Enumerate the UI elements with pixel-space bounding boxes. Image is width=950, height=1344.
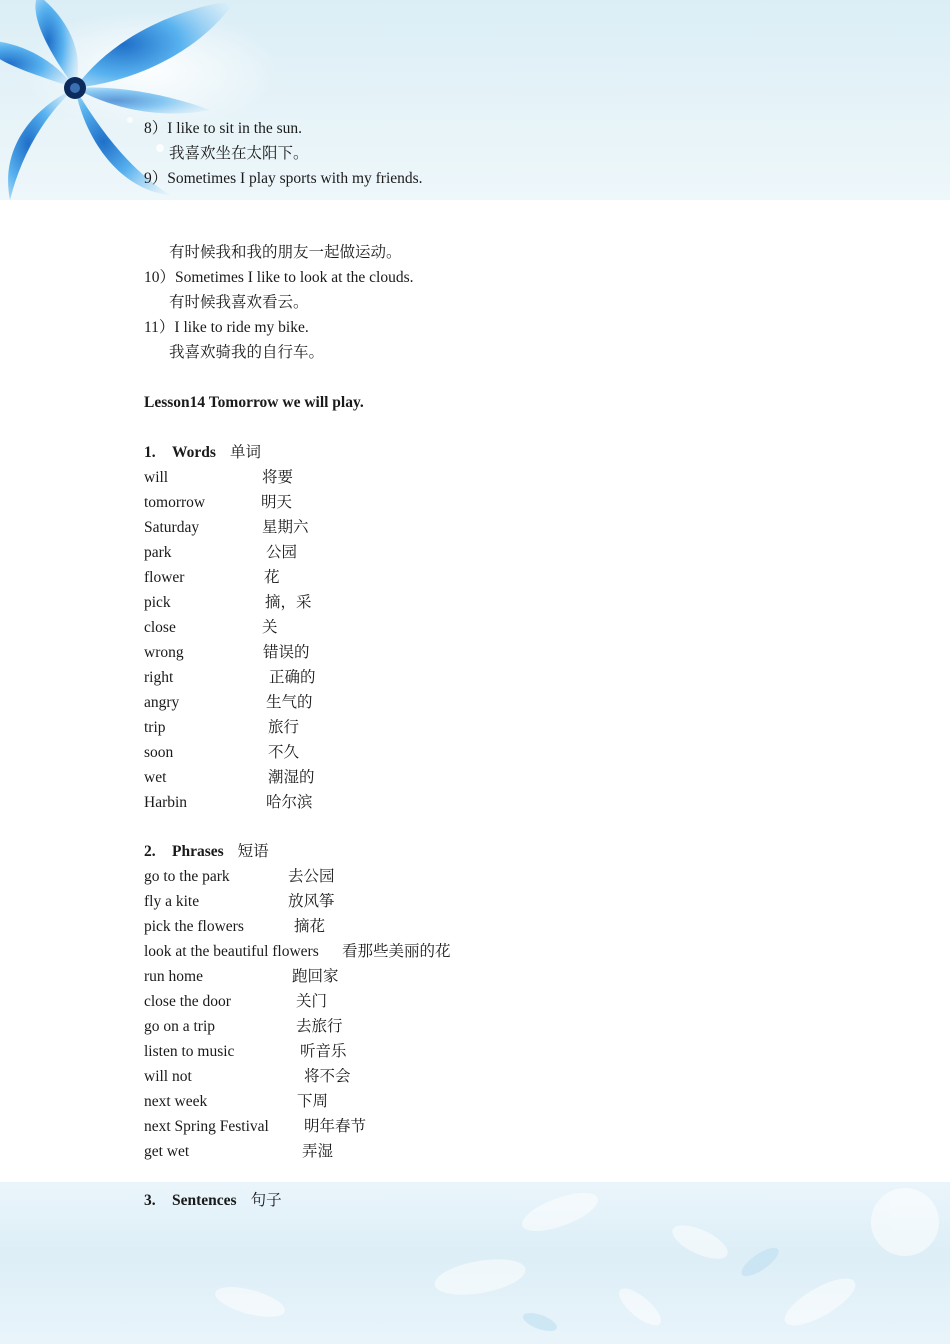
word-cn: 不久 — [268, 744, 300, 761]
word-cn: 关 — [262, 619, 278, 636]
phrase-en: close the door — [144, 993, 231, 1010]
lesson-title: Lesson14 Tomorrow we will play. — [144, 394, 364, 411]
word-en: pick — [144, 594, 171, 611]
section-phrases-heading — [144, 842, 269, 862]
word-cn: 正确的 — [269, 669, 316, 686]
word-en: close — [144, 619, 176, 636]
phrase-cn: 看那些美丽的花 — [342, 943, 451, 960]
section-number: 2. — [144, 843, 156, 860]
section-title-cn: 短语 — [237, 843, 269, 860]
list-item — [144, 743, 300, 763]
list-item — [144, 593, 312, 613]
header-background — [0, 0, 950, 200]
phrase-en: run home — [144, 968, 203, 985]
list-item — [144, 1142, 334, 1162]
section-title-cn: 句子 — [250, 1192, 282, 1209]
sentence-10-cn: 有时候我喜欢看云。 — [169, 294, 309, 311]
list-item — [144, 468, 294, 488]
word-cn: 将要 — [262, 469, 294, 486]
word-en: will — [144, 469, 169, 486]
phrase-en: pick the flowers — [144, 918, 244, 935]
list-item — [144, 618, 278, 638]
list-item — [144, 518, 309, 538]
word-cn: 星期六 — [262, 519, 309, 536]
word-en: right — [144, 669, 174, 686]
section-words-heading — [144, 443, 261, 463]
phrase-cn: 放风筝 — [288, 893, 335, 910]
word-en: trip — [144, 719, 166, 736]
phrase-cn: 将不会 — [304, 1068, 351, 1085]
phrase-en: next Spring Festival — [144, 1118, 269, 1135]
phrase-cn: 听音乐 — [300, 1043, 347, 1060]
sentence-8-cn: 我喜欢坐在太阳下。 — [169, 145, 309, 162]
list-item — [144, 867, 335, 887]
phrase-cn: 跑回家 — [292, 968, 339, 985]
list-item — [144, 1092, 329, 1112]
list-item — [144, 718, 300, 738]
word-cn: 潮湿的 — [268, 769, 315, 786]
phrase-cn: 去旅行 — [296, 1018, 343, 1035]
word-en: angry — [144, 694, 180, 711]
sentence-11-en: 11）I like to ride my bike. — [144, 319, 309, 336]
word-cn: 生气的 — [266, 694, 313, 711]
phrase-en: get wet — [144, 1143, 190, 1160]
list-item — [144, 693, 313, 713]
word-en: wrong — [144, 644, 184, 661]
list-item — [144, 1017, 343, 1037]
phrase-en: go to the park — [144, 868, 230, 885]
list-item — [144, 668, 316, 688]
list-item — [144, 892, 335, 912]
section-number: 3. — [144, 1192, 156, 1209]
phrase-cn: 下周 — [297, 1093, 329, 1110]
list-item — [144, 1042, 347, 1062]
phrase-en: will not — [144, 1068, 192, 1085]
section-title: Words — [172, 444, 216, 461]
word-cn: 公园 — [266, 544, 298, 561]
word-en: park — [144, 544, 172, 561]
phrase-cn: 摘花 — [294, 918, 326, 935]
sentence-8-en: 8）I like to sit in the sun. — [144, 120, 303, 137]
list-item — [144, 967, 339, 987]
sentence-11-cn: 我喜欢骑我的自行车。 — [169, 344, 325, 361]
list-item — [144, 793, 313, 813]
footer-background — [0, 1182, 950, 1344]
sentence-9-en: 9）Sometimes I play sports with my friends. — [144, 170, 423, 187]
section-sentences-heading — [144, 1191, 282, 1211]
list-item — [144, 568, 280, 588]
phrase-cn: 去公园 — [288, 868, 335, 885]
list-item — [144, 1117, 367, 1137]
phrase-en: next week — [144, 1093, 208, 1110]
section-title-cn: 单词 — [229, 444, 261, 461]
phrase-cn: 明年春节 — [304, 1118, 367, 1135]
list-item — [144, 917, 326, 937]
word-cn: 花 — [264, 569, 280, 586]
word-en: Saturday — [144, 519, 200, 536]
word-en: Harbin — [144, 794, 188, 811]
list-item — [144, 992, 328, 1012]
word-en: wet — [144, 769, 167, 786]
word-cn: 哈尔滨 — [266, 794, 313, 811]
sentence-9-cn: 有时候我和我的朋友一起做运动。 — [169, 244, 402, 261]
list-item — [144, 1067, 351, 1087]
word-en: soon — [144, 744, 174, 761]
sentence-10-en: 10）Sometimes I like to look at the clouds. — [144, 269, 414, 286]
phrase-en: fly a kite — [144, 893, 200, 910]
list-item — [144, 768, 315, 788]
word-en: flower — [144, 569, 185, 586]
phrase-en: look at the beautiful flowers — [144, 943, 319, 960]
section-number: 1. — [144, 444, 156, 461]
petal-pattern-icon — [0, 1182, 950, 1344]
section-title: Sentences — [172, 1192, 237, 1209]
list-item — [144, 493, 293, 513]
list-item — [144, 942, 451, 962]
phrase-cn: 关门 — [296, 993, 328, 1010]
word-cn: 明天 — [261, 494, 293, 511]
word-cn: 错误的 — [263, 644, 310, 661]
list-item — [144, 543, 298, 563]
section-title: Phrases — [172, 843, 224, 860]
phrase-en: go on a trip — [144, 1018, 216, 1035]
phrase-cn: 弄湿 — [302, 1143, 334, 1160]
word-en: tomorrow — [144, 494, 206, 511]
word-cn: 旅行 — [268, 719, 300, 736]
phrase-en: listen to music — [144, 1043, 235, 1060]
list-item — [144, 643, 310, 663]
word-cn: 摘，采 — [265, 594, 312, 611]
